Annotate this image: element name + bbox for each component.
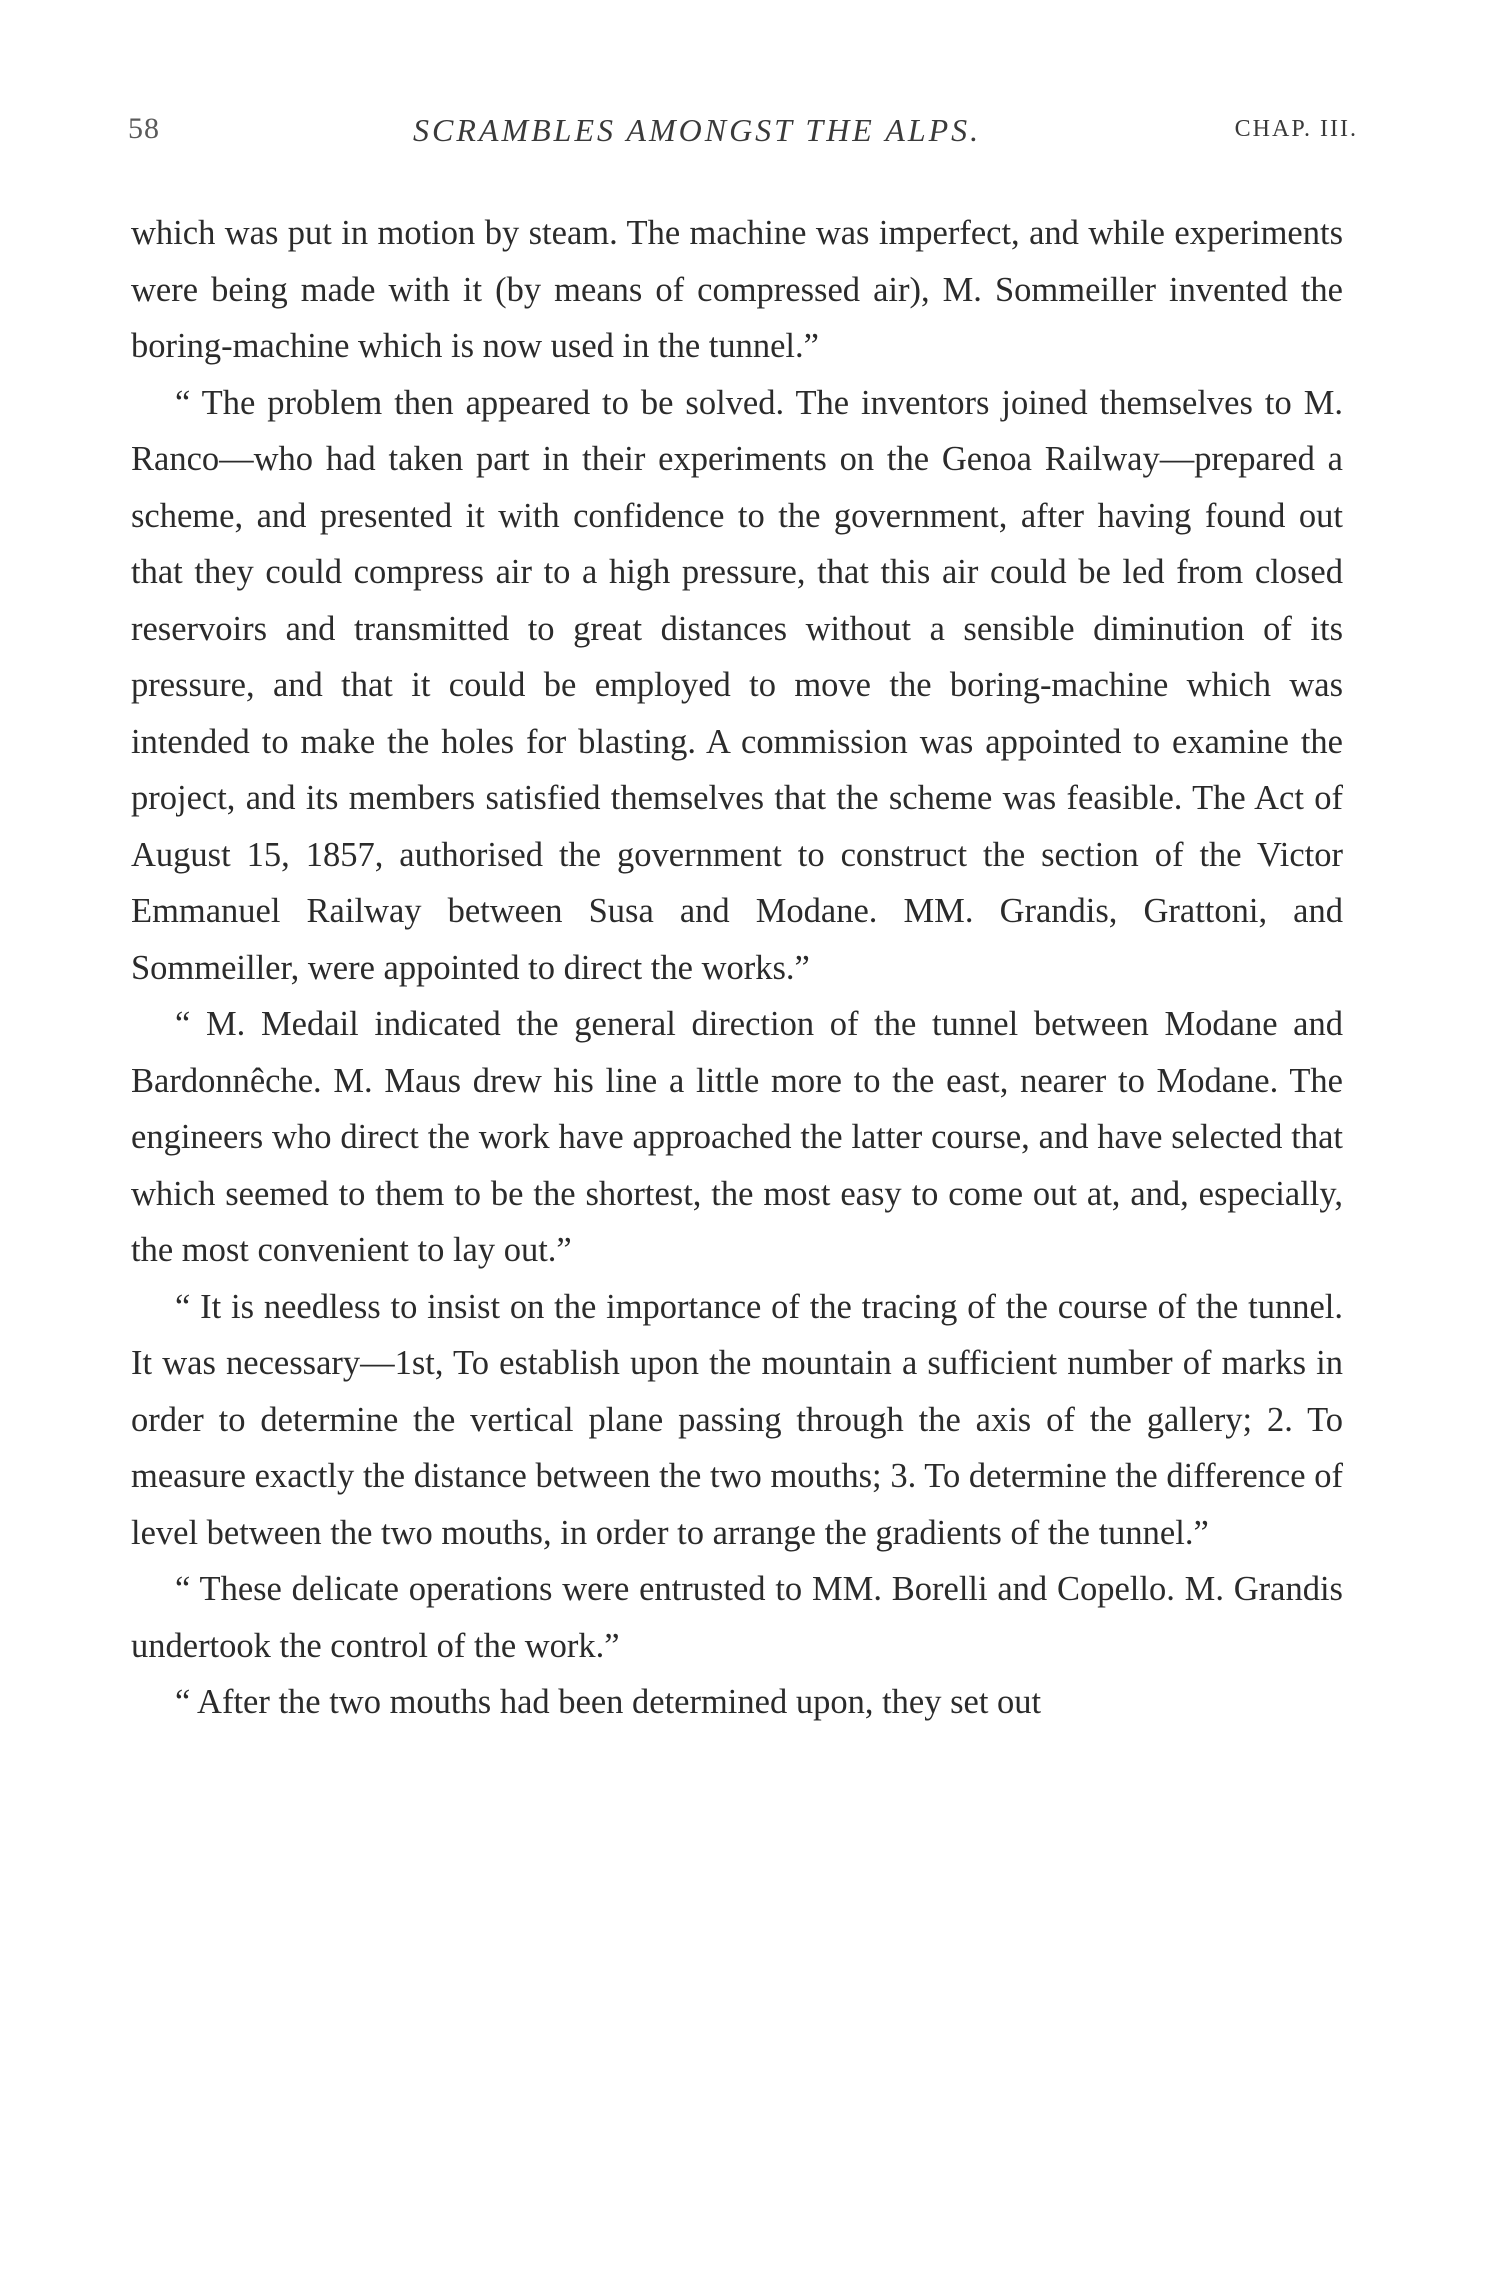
body-text: [131, 205, 1343, 1731]
paragraph: “ It is needless to insist on the importance of the tracing of the course of the tunnel. It was necessary—1st, To establish upon the mountain a sufficient number of marks in order to determine the vertical plane passing through the axis of the gallery; 2. To measure exactly the distance between the two mouths; 3. To determine the difference of level between the two mouths, in order to arrange the gradients of the tunnel.”: [131, 1287, 1343, 1552]
page-number: 58: [128, 112, 160, 145]
paragraph: “ These delicate operations were entrusted to MM. Borelli and Copello. M. Grandis undertook the control of the work.”: [131, 1570, 1343, 1665]
paragraph-partial: “ After the two mouths had been determined upon, they set out: [175, 1683, 1042, 1721]
paragraph: “ The problem then appeared to be solved. The inventors joined themselves to M. Ranco—who had taken part in their experiments on the Genoa Railway—prepared a scheme, and presented it with confidence to the government, after having found out that they could compress air to a high pressure, that this air could be led from closed reservoirs and transmitted to great distances without a sensible diminution of its pressure, and that it could be employed to move the boring-machine which was intended to make the holes for blasting. A commission was appointed to examine the project, and its members satisfied themselves that the scheme was feasible. The Act of August 15, 1857, authorised the government to construct the section of the Victor Emmanuel Railway between Susa and Modane. MM. Grandis, Grattoni, and Sommeiller, were appointed to direct the works.”: [131, 383, 1343, 987]
page-header: [128, 112, 1358, 162]
chapter-label: CHAP. III.: [1234, 116, 1358, 142]
paragraph: “ M. Medail indicated the general direction of the tunnel between Modane and Bardonnêche. M. Maus drew his line a little more to the east, nearer to Modane. The engineers who direct the work have approached the latter course, and have selected that which seemed to them to be the shortest, the most easy to come out at, and, especially, the most convenient to lay out.”: [131, 1005, 1343, 1269]
paragraph-continuation: which was put in motion by steam. The machine was imperfect, and while experiments were being made with it (by means of compressed air), M. Sommeiller invented the boring-machine which is now used in the tunnel.”: [131, 214, 1343, 365]
running-title: SCRAMBLES AMONGST THE ALPS.: [413, 112, 982, 148]
